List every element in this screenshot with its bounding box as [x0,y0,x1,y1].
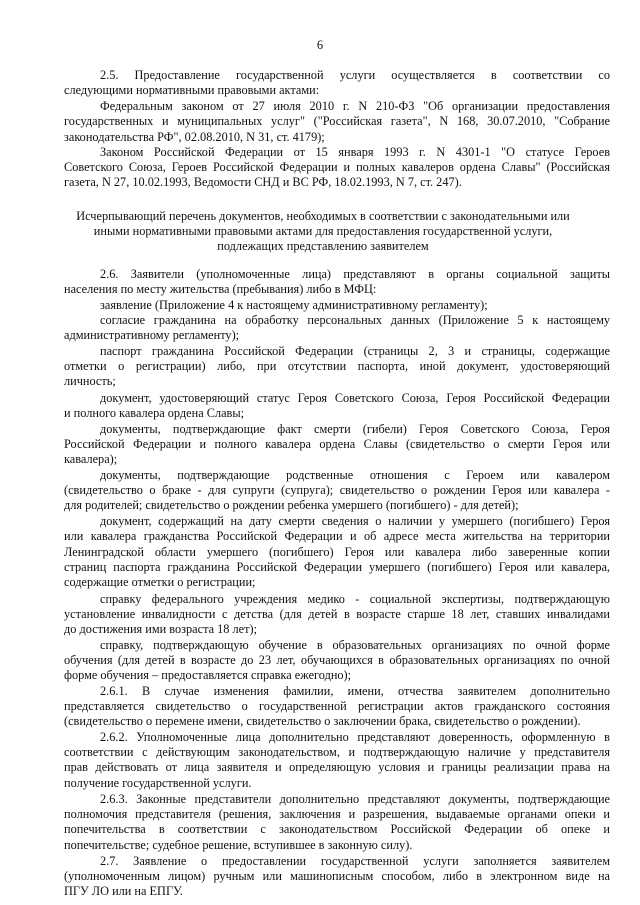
paragraph-line: 2.6.2. Уполномоченные лица дополнительно представляют доверенность, оформленную в [100,730,610,744]
paragraph-line: (уполномоченным лицом) ручным или машинописным способом, либо в электронном виде на [64,869,610,883]
paragraph-line: 2.6.3. Законные представители дополнительно представляют документы, подтверждающие [100,792,610,806]
paragraph-line: государственных и муниципальных услуг" ("Российская газета", N 168, 30.07.2010, "Собрание [64,114,610,128]
paragraph-line: паспорт гражданина Российской Федерации (страницы 2, 3 и страницы, содержащие [100,344,610,358]
paragraph-line: справку федерального учреждения медико - социальной экспертизы, подтверждающую [100,592,610,606]
paragraph-line: ПГУ ЛО или на ЕПГУ. [64,884,183,898]
paragraph-line: 2.7. Заявление о предоставлении государственной услуги заполняется заявителем [100,854,610,868]
paragraph-line: документ, содержащий на дату смерти сведения о наличии у умершего (погибшего) Героя [100,514,610,528]
section-heading: подлежащих представлению заявителем [217,239,429,253]
paragraph-line: попечительстве; судебное решение, вступившее в законную силу). [64,838,413,852]
paragraph-line: личность; [64,374,116,388]
paragraph-line: Законом Российской Федерации от 15 января 1993 г. N 4301-1 "О статусе Героев [100,145,610,159]
paragraph-line: документ, удостоверяющий статус Героя Советского Союза, Героя Российской Федерации [100,391,610,405]
paragraph-line: кавалера); [64,452,118,466]
paragraph-line: страниц паспорта гражданина Российской Федерации умершего (погибшего) Героя или кавалера, [64,560,610,574]
paragraph-line: отметки о регистрации) либо, при отсутствии паспорта, иной документ, удостоверяющий [64,359,610,373]
paragraph-line: попечительства в соответствии с законодательством Российской Федерации об опеке и [64,822,610,836]
paragraph-line: заявление (Приложение 4 к настоящему административному регламенту); [100,298,488,312]
paragraph-line: документы, подтверждающие родственные отношения с Героем или кавалером [100,468,610,482]
paragraph-line: Ленинградской области умершего (погибшего) Героя или кавалера либо заверенные копии [64,545,610,559]
paragraph-line: содержащие отметки о регистрации; [64,575,256,589]
paragraph-line: следующими нормативными правовыми актами: [64,83,320,97]
paragraph-line: для родителей; свидетельство о рождении ребенка умершего (погибшего) - для детей); [64,498,519,512]
paragraph-line: Советского Союза, Героев Российской Федерации и полных кавалеров ордена Славы" (Российская [64,160,610,174]
paragraph-line: (свидетельство о перемене имени, свидетельство о заключении брака, свидетельство о рождении). [64,714,581,728]
paragraph-line: законодательства РФ", 02.08.2010, N 31, ст. 4179); [64,130,325,144]
paragraph-line: Российской Федерации и полного кавалера ордена Славы (свидетельство о смерти Героя или [64,437,610,451]
paragraph-line: соответствии с действующим законодательством, и подтверждающую наличие у представителя [64,745,610,759]
paragraph-line: получение государственной услуги. [64,776,252,790]
paragraph-line: прав действовать от лица заявителя и определяющую условия и границы реализации права на [64,760,610,774]
paragraph-line: Федеральным законом от 27 июля 2010 г. N 210-ФЗ "Об организации предоставления [100,99,610,113]
paragraph-line: и полного кавалера ордена Славы; [64,406,245,420]
section-heading: Исчерпывающий перечень документов, необходимых в соответствии с законодательными или [76,209,570,223]
paragraph-line: форме обучения – предоставляется справка ежегодно); [64,668,352,682]
paragraph-line: установление инвалидности с детства (для детей в возрасте старше 18 лет, ставших инвалидами [64,607,610,621]
paragraph-line: представляется свидетельство о государственной регистрации актов гражданского состояния [64,699,610,713]
paragraph-line: населения по месту жительства (пребывания) либо в МФЦ: [64,282,377,296]
paragraph-line: документы, подтверждающие факт смерти (гибели) Героя Советского Союза, Героя [100,422,610,436]
page-number: 6 [316,38,324,52]
paragraph-line: административному регламенту); [64,328,240,342]
paragraph-line: или кавалера гражданства Российской Федерации и об адресе места жительства на территории [64,529,610,543]
paragraph-line: до достижения ими возраста 18 лет); [64,622,258,636]
paragraph-line: согласие гражданина на обработку персональных данных (Приложение 5 к настоящему [100,313,610,327]
paragraph-line: обучения (для детей в возрасте до 23 лет, обучающихся в образовательных организациях по очной [64,653,610,667]
paragraph-line: 2.5. Предоставление государственной услуги осуществляется в соответствии со [100,68,610,82]
paragraph-line: полномочия представителя (решения, заключения и разрешения, выдаваемые органами опеки и [64,807,610,821]
paragraph-line: 2.6. Заявители (уполномоченные лица) представляют в органы социальной защиты [100,267,610,281]
paragraph-line: газета, N 27, 10.02.1993, Ведомости СНД и ВС РФ, 18.02.1993, N 7, ст. 247). [64,175,462,189]
section-heading: иными нормативными правовыми актами для предоставления государственной услуги, [93,224,553,238]
paragraph-line: справку, подтверждающую обучение в образовательных организациях по очной форме [100,638,610,652]
paragraph-line: (свидетельство о браке - для супруги (супруга); свидетельство о рождении Героя или кавалера - [64,483,610,497]
paragraph-line: 2.6.1. В случае изменения фамилии, имени, отчества заявителем дополнительно [100,684,610,698]
